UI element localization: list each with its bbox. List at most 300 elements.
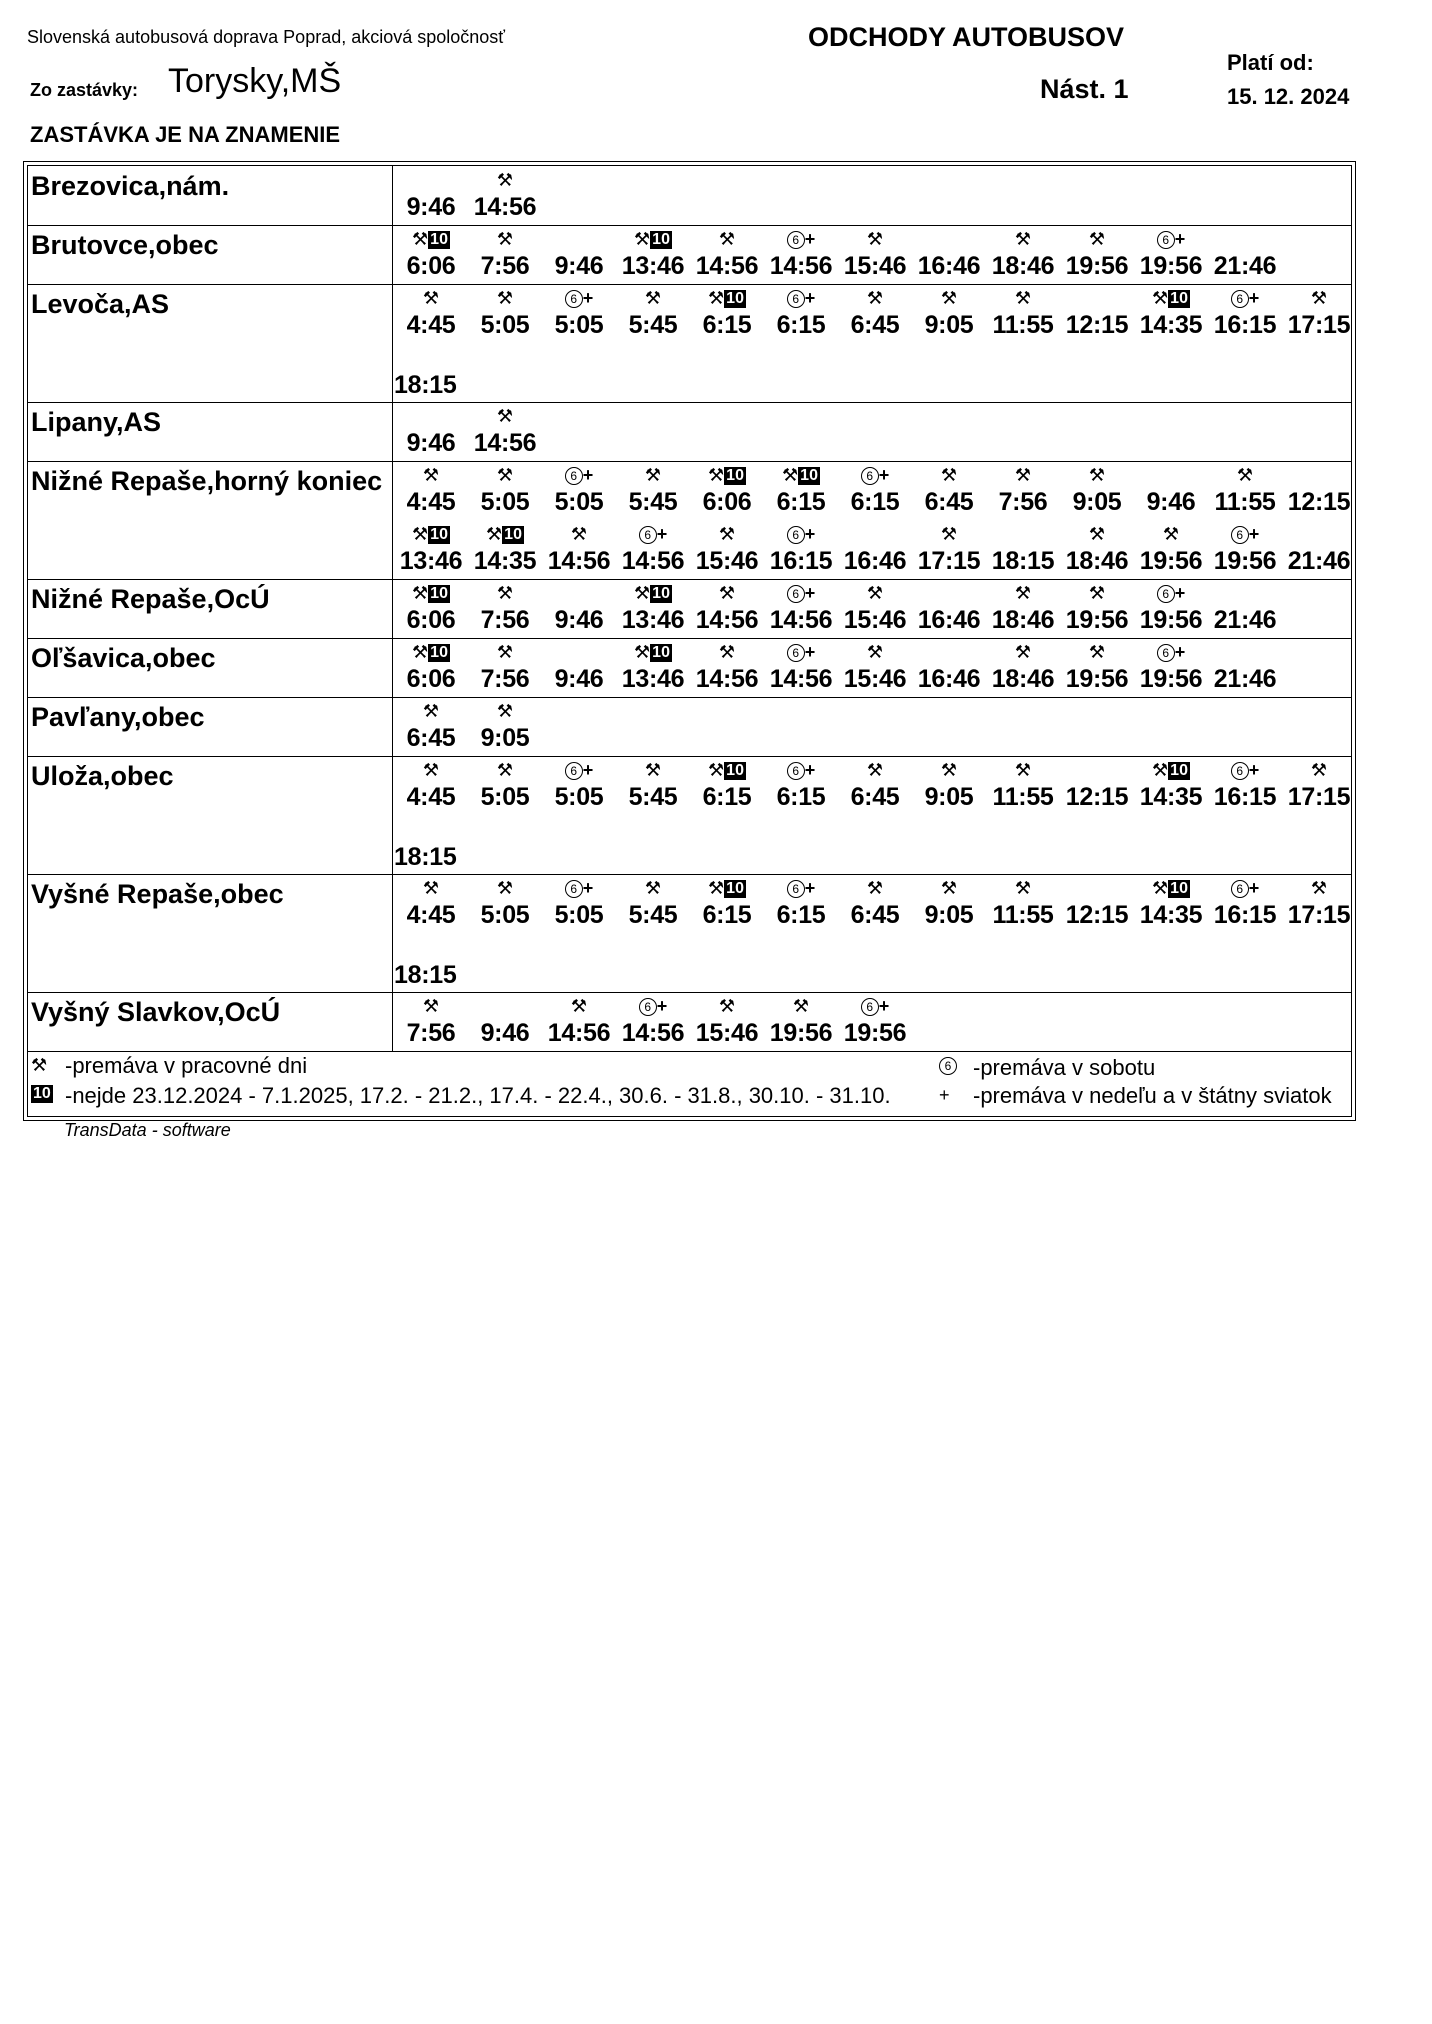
hammers-icon: ⚒ (1014, 583, 1032, 603)
departure-marks (542, 522, 616, 546)
plus-icon: + (878, 465, 890, 485)
departure-marks (1134, 522, 1208, 546)
saturday-circle-6-icon: 6 (787, 644, 805, 662)
exception-10-icon: 10 (430, 526, 448, 544)
plus-icon: + (804, 524, 816, 544)
departure-marks (986, 640, 1060, 664)
departure-marks (394, 581, 468, 605)
plus-icon: + (582, 288, 594, 308)
hammers-icon: ⚒ (866, 583, 884, 603)
departure-marks (542, 581, 616, 605)
departure (1208, 227, 1282, 281)
departure-marks (764, 876, 838, 900)
departure (468, 699, 542, 753)
departure (764, 286, 838, 340)
departure-marks (616, 876, 690, 900)
departure (394, 936, 468, 990)
departure-time: 14:35 (1139, 901, 1203, 929)
departure-time: 14:35 (1139, 783, 1203, 811)
column-divider (392, 461, 393, 579)
departure-marks (616, 463, 690, 487)
departure-marks (690, 581, 764, 605)
departure-marks (542, 463, 616, 487)
departure (986, 286, 1060, 340)
departure (986, 581, 1060, 635)
departure-time: 7:56 (406, 1019, 456, 1047)
departure (912, 758, 986, 812)
departure (1282, 758, 1356, 812)
hammers-icon: ⚒ (1088, 229, 1106, 249)
departure (394, 818, 468, 872)
departure-time: 6:15 (776, 783, 826, 811)
departure (1208, 758, 1282, 812)
departure-marks (394, 699, 468, 723)
saturday-circle-6-icon: 6 (565, 880, 583, 898)
departure-marks (542, 227, 616, 251)
departure (1060, 640, 1134, 694)
departure-time: 6:15 (850, 488, 900, 516)
plus-icon: + (656, 524, 668, 544)
departure-time: 15:46 (695, 1019, 759, 1047)
saturday-circle-6-icon: 6 (939, 1057, 957, 1075)
departure-marks (616, 581, 690, 605)
departure (1208, 463, 1282, 517)
departure-time: 14:35 (473, 547, 537, 575)
hammers-icon: ⚒ (644, 760, 662, 780)
column-divider (392, 756, 393, 874)
departure (690, 227, 764, 281)
departure-time: 9:46 (554, 665, 604, 693)
departure-marks (394, 346, 468, 370)
hammers-icon: ⚒ (496, 170, 514, 190)
exception-10-icon: 10 (1170, 880, 1188, 898)
departure (542, 640, 616, 694)
departure-time: 6:06 (702, 488, 752, 516)
departure-time: 18:46 (1065, 547, 1129, 575)
departure-time: 17:15 (1287, 901, 1351, 929)
departure-marks (468, 640, 542, 664)
departure-marks (1060, 286, 1134, 310)
departure-time: 5:45 (628, 783, 678, 811)
hammers-icon: ⚒ (496, 701, 514, 721)
departure-marks (468, 227, 542, 251)
departure-time: 6:45 (850, 311, 900, 339)
departure-marks (1208, 876, 1282, 900)
plus-icon: + (804, 642, 816, 662)
departure-marks (986, 876, 1060, 900)
departure (912, 227, 986, 281)
departure (1208, 581, 1282, 635)
departure-time: 19:56 (843, 1019, 907, 1047)
departure-time: 14:56 (473, 193, 537, 221)
departure-time: 9:05 (924, 311, 974, 339)
saturday-circle-6-icon: 6 (787, 585, 805, 603)
destination-row (28, 992, 1351, 1052)
hammers-icon: ⚒ (940, 878, 958, 898)
column-divider (392, 166, 393, 225)
departure-time: 5:05 (554, 901, 604, 929)
exception-10-icon: 10 (652, 644, 670, 662)
plus-icon: + (939, 1085, 950, 1105)
departure-marks (394, 168, 468, 192)
destination-name: Brutovce,obec (31, 230, 219, 260)
saturday-circle-6-icon: 6 (565, 762, 583, 780)
departure (542, 227, 616, 281)
departure-time: 14:56 (473, 429, 537, 457)
hammers-icon: ⚒ (940, 465, 958, 485)
departure-time: 12:15 (1065, 783, 1129, 811)
departure-marks (986, 463, 1060, 487)
departure (986, 463, 1060, 517)
plus-icon: + (804, 583, 816, 603)
departure (542, 581, 616, 635)
platform-number: Nást. 1 (1040, 74, 1129, 104)
departure-marks (1060, 227, 1134, 251)
departure (690, 640, 764, 694)
departure-time: 5:45 (628, 488, 678, 516)
hammers-icon: ⚒ (718, 996, 736, 1016)
departure (468, 463, 542, 517)
departure (468, 640, 542, 694)
departure (1060, 522, 1134, 576)
plus-icon: + (1174, 229, 1186, 249)
destination-name: Vyšný Slavkov,OcÚ (31, 997, 281, 1027)
departure-time: 12:15 (1065, 311, 1129, 339)
departure-marks (616, 227, 690, 251)
departure-marks (764, 227, 838, 251)
departure-marks (986, 581, 1060, 605)
column-divider (392, 579, 393, 638)
departure-time: 18:15 (991, 547, 1055, 575)
departure-time: 6:45 (850, 783, 900, 811)
hammers-icon: ⚒ (866, 288, 884, 308)
departure-time: 19:56 (1139, 665, 1203, 693)
departure (1134, 640, 1208, 694)
hammers-icon: ⚒ (412, 642, 429, 662)
departure (616, 286, 690, 340)
column-divider (392, 225, 393, 284)
departure-time: 17:15 (1287, 311, 1351, 339)
hammers-icon: ⚒ (940, 524, 958, 544)
column-divider (392, 697, 393, 756)
exception-10-icon: 10 (33, 1085, 51, 1102)
departure (764, 463, 838, 517)
departure-time: 5:05 (554, 488, 604, 516)
saturday-circle-6-icon: 6 (787, 290, 805, 308)
hammers-icon: ⚒ (1014, 760, 1032, 780)
departure-marks (542, 286, 616, 310)
departure (690, 286, 764, 340)
departure (1060, 227, 1134, 281)
departure-marks (1282, 758, 1356, 782)
departure (764, 581, 838, 635)
hammers-icon: ⚒ (718, 229, 736, 249)
plus-icon: + (1174, 642, 1186, 662)
departure-time: 5:05 (554, 311, 604, 339)
hammers-icon: ⚒ (422, 760, 440, 780)
departure-marks (1060, 581, 1134, 605)
saturday-circle-6-icon: 6 (1231, 762, 1249, 780)
departure (1208, 640, 1282, 694)
departure-time: 6:06 (406, 252, 456, 280)
exception-10-icon: 10 (726, 762, 744, 780)
departure-marks (1282, 463, 1356, 487)
departure-marks (764, 522, 838, 546)
departure-marks (912, 640, 986, 664)
departure-time: 6:06 (406, 665, 456, 693)
departure-marks (616, 758, 690, 782)
departure (468, 404, 542, 458)
departure-marks (542, 876, 616, 900)
departure-marks (838, 286, 912, 310)
legend-text: -premáva v pracovné dni (65, 1053, 308, 1078)
departure-time: 14:56 (621, 547, 685, 575)
saturday-circle-6-icon: 6 (787, 231, 805, 249)
hammers-icon: ⚒ (496, 583, 514, 603)
departure-marks (690, 876, 764, 900)
destination-name: Brezovica,nám. (31, 171, 230, 201)
departure-time: 21:46 (1213, 252, 1277, 280)
hammers-icon: ⚒ (1088, 465, 1106, 485)
departure-marks (764, 463, 838, 487)
departure-time: 19:56 (1065, 665, 1129, 693)
hammers-icon: ⚒ (718, 583, 736, 603)
hammers-icon: ⚒ (708, 760, 725, 780)
departure (394, 758, 468, 812)
plus-icon: + (878, 996, 890, 1016)
destination-row (28, 225, 1351, 285)
plus-icon: + (804, 760, 816, 780)
plus-icon: + (1248, 288, 1260, 308)
page-title: ODCHODY AUTOBUSOV (808, 22, 1125, 52)
departure-marks (1208, 581, 1282, 605)
departure-time: 14:56 (695, 665, 759, 693)
departure-time: 9:46 (480, 1019, 530, 1047)
valid-from-label: Platí od: (1227, 50, 1314, 75)
departure (912, 876, 986, 930)
departure (838, 522, 912, 576)
plus-icon: + (582, 760, 594, 780)
departure-marks (838, 994, 912, 1018)
departure-marks (912, 522, 986, 546)
column-divider (392, 992, 393, 1051)
request-stop-notice: ZASTÁVKA JE NA ZNAMENIE (30, 122, 341, 147)
departure (1060, 286, 1134, 340)
hammers-icon: ⚒ (634, 583, 651, 603)
departure-marks (1208, 522, 1282, 546)
departure-marks (1134, 876, 1208, 900)
departure-time: 15:46 (695, 547, 759, 575)
departure-marks (616, 522, 690, 546)
departure-time: 16:46 (843, 547, 907, 575)
departure (986, 522, 1060, 576)
hammers-icon: ⚒ (412, 524, 429, 544)
destination-name: Uloža,obec (31, 761, 174, 791)
plus-icon: + (1248, 878, 1260, 898)
legend-text: -premáva v nedeľu a v štátny sviatok (973, 1083, 1332, 1108)
departure-time: 4:45 (406, 311, 456, 339)
departure (1134, 522, 1208, 576)
departure-time: 5:05 (480, 488, 530, 516)
departure (1134, 286, 1208, 340)
departure-marks (394, 936, 468, 960)
departure-time: 5:05 (480, 783, 530, 811)
destination-row (28, 638, 1351, 698)
departure-time: 21:46 (1287, 547, 1351, 575)
departure (764, 227, 838, 281)
departure-time: 14:56 (695, 252, 759, 280)
departure-marks (764, 758, 838, 782)
hammers-icon: ⚒ (866, 229, 884, 249)
departure-marks (986, 522, 1060, 546)
departure-time: 13:46 (399, 547, 463, 575)
destination-row (28, 579, 1351, 639)
exception-10-icon: 10 (430, 585, 448, 603)
hammers-icon: ⚒ (866, 760, 884, 780)
hammers-icon: ⚒ (1014, 288, 1032, 308)
destination-row (28, 284, 1351, 403)
saturday-circle-6-icon: 6 (1231, 526, 1249, 544)
plus-icon: + (804, 878, 816, 898)
departure-time: 16:15 (769, 547, 833, 575)
saturday-circle-6-icon: 6 (565, 467, 583, 485)
hammers-icon: ⚒ (1152, 288, 1169, 308)
stop-label: Zo zastávky: (30, 80, 139, 100)
hammers-icon: ⚒ (422, 701, 440, 721)
departure-time: 9:05 (924, 901, 974, 929)
departure-marks (838, 522, 912, 546)
departure-marks (838, 463, 912, 487)
departure-marks (468, 581, 542, 605)
departure-time: 9:05 (924, 783, 974, 811)
departure-marks (542, 758, 616, 782)
exception-10-icon: 10 (726, 467, 744, 485)
destination-row (28, 874, 1351, 993)
departure-time: 19:56 (1065, 252, 1129, 280)
departure-marks (468, 463, 542, 487)
departure-marks (1134, 758, 1208, 782)
departure-marks (1134, 581, 1208, 605)
departure (912, 463, 986, 517)
departure-time: 14:56 (769, 606, 833, 634)
departure (1282, 286, 1356, 340)
departure (764, 522, 838, 576)
stop-name: Torysky,MŠ (168, 62, 342, 100)
plus-icon: + (582, 465, 594, 485)
departure-time: 21:46 (1213, 665, 1277, 693)
departure (986, 227, 1060, 281)
departure (616, 758, 690, 812)
departure-marks (394, 404, 468, 428)
departure (468, 758, 542, 812)
departure-marks (394, 463, 468, 487)
departure (1134, 758, 1208, 812)
departure-time: 9:46 (554, 252, 604, 280)
exception-10-icon: 10 (504, 526, 522, 544)
exception-10-icon: 10 (652, 585, 670, 603)
departure-marks (986, 758, 1060, 782)
departure (468, 522, 542, 576)
destination-row (28, 756, 1351, 875)
exception-10-icon: 10 (726, 290, 744, 308)
departure-time: 17:15 (917, 547, 981, 575)
hammers-icon: ⚒ (412, 229, 429, 249)
hammers-icon: ⚒ (422, 465, 440, 485)
departure-time: 11:55 (992, 311, 1054, 339)
departure-time: 6:15 (702, 311, 752, 339)
departure-marks (1060, 522, 1134, 546)
departure (616, 463, 690, 517)
departure-time: 18:46 (991, 606, 1055, 634)
departure (542, 522, 616, 576)
saturday-circle-6-icon: 6 (787, 880, 805, 898)
departure-marks (394, 818, 468, 842)
hammers-icon: ⚒ (644, 465, 662, 485)
hammers-icon: ⚒ (412, 583, 429, 603)
column-divider (392, 402, 393, 461)
timetable (23, 161, 1356, 1121)
hammers-icon: ⚒ (496, 642, 514, 662)
departure-time: 6:15 (776, 901, 826, 929)
hammers-icon: ⚒ (1088, 642, 1106, 662)
departure (1134, 581, 1208, 635)
hammers-icon: ⚒ (644, 288, 662, 308)
destination-row (28, 166, 1351, 226)
hammers-icon: ⚒ (1014, 465, 1032, 485)
hammers-icon: ⚒ (1162, 524, 1180, 544)
departure-marks (912, 227, 986, 251)
departure (468, 994, 542, 1048)
departure (616, 522, 690, 576)
exception-10-icon: 10 (1170, 290, 1188, 308)
departure-time: 6:15 (702, 901, 752, 929)
departure-time: 18:46 (991, 665, 1055, 693)
departure (838, 994, 912, 1048)
departure (616, 876, 690, 930)
departure (1060, 463, 1134, 517)
hammers-icon: ⚒ (1310, 878, 1328, 898)
departure-time: 17:15 (1287, 783, 1351, 811)
departure-marks (394, 286, 468, 310)
departure-marks (468, 876, 542, 900)
exception-10-icon: 10 (430, 644, 448, 662)
departure-time: 5:45 (628, 311, 678, 339)
departure-marks (764, 994, 838, 1018)
hammers-icon: ⚒ (644, 878, 662, 898)
departure-time: 9:46 (406, 429, 456, 457)
plus-icon: + (656, 996, 668, 1016)
hammers-icon: ⚒ (496, 760, 514, 780)
departure (1208, 522, 1282, 576)
hammers-icon: ⚒ (31, 1055, 48, 1075)
departure-time: 19:56 (1139, 547, 1203, 575)
departure-marks (764, 640, 838, 664)
hammers-icon: ⚒ (1088, 524, 1106, 544)
departure-marks (690, 640, 764, 664)
departure-time: 18:15 (394, 371, 457, 399)
departure (690, 522, 764, 576)
exception-10-icon: 10 (1170, 762, 1188, 780)
departure (1282, 876, 1356, 930)
departure-marks (690, 227, 764, 251)
departure (542, 876, 616, 930)
departure-marks (838, 758, 912, 782)
departure (468, 581, 542, 635)
plus-icon: + (1248, 760, 1260, 780)
departure-marks (1208, 227, 1282, 251)
departure (542, 463, 616, 517)
departure-time: 13:46 (621, 606, 685, 634)
